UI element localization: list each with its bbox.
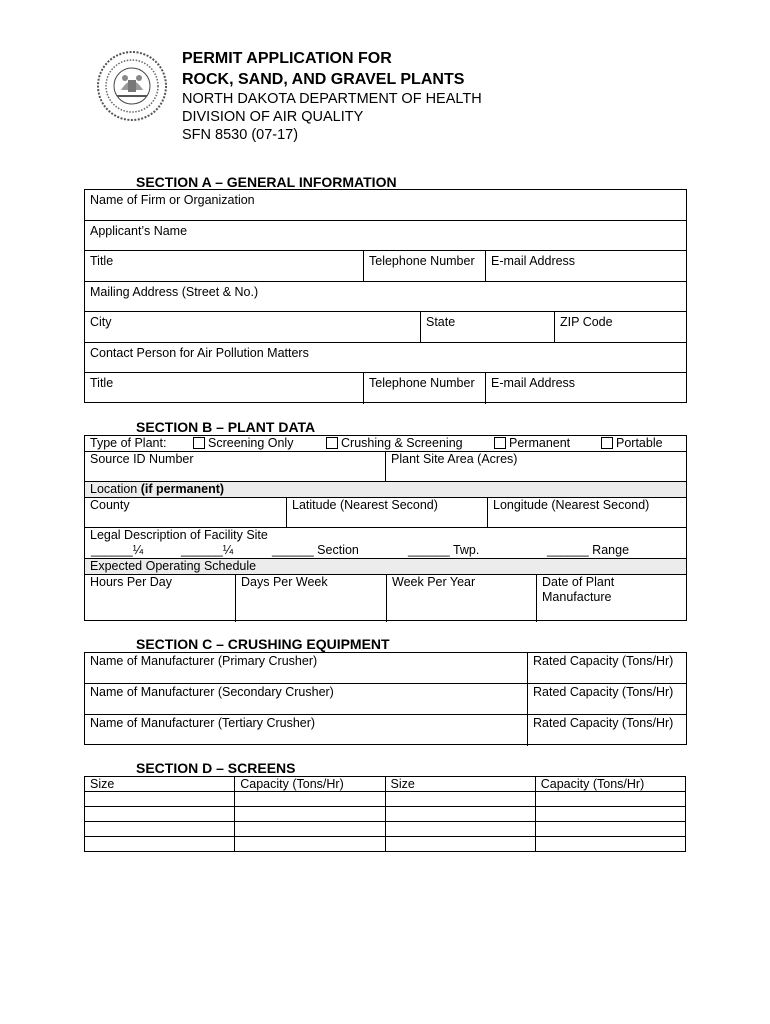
plant-site-area-field[interactable]: [385, 452, 686, 481]
contact-telephone-label: Telephone Number: [369, 376, 475, 390]
quarter-1-field[interactable]: ______¼: [91, 543, 144, 557]
form-number: SFN 8530 (07-17): [182, 127, 299, 143]
permanent-label: Permanent: [509, 436, 571, 450]
section-a-title: SECTION A – GENERAL INFORMATION: [136, 174, 397, 190]
screen-capacity-cell[interactable]: [235, 837, 385, 852]
applicant-name-label: Applicant’s Name: [90, 224, 188, 238]
screen-capacity-cell[interactable]: [235, 822, 385, 837]
legal-description-row: [85, 528, 686, 559]
secondary-crusher-label: Name of Manufacturer (Secondary Crusher): [90, 685, 334, 699]
table-row: [85, 822, 686, 837]
longitude-field[interactable]: [487, 498, 686, 527]
primary-crusher-field[interactable]: [85, 653, 527, 683]
schedule-row: [85, 559, 686, 575]
secondary-crusher-field[interactable]: [85, 684, 527, 714]
tertiary-capacity-label: Rated Capacity (Tons/Hr): [533, 716, 674, 730]
longitude-label: Longitude (Nearest Second): [493, 498, 650, 512]
plant-type-label: Type of Plant:: [90, 436, 167, 450]
legal-description-label: Legal Description of Facility Site: [90, 528, 268, 542]
screen-size-cell[interactable]: [385, 792, 535, 807]
range-field[interactable]: ______ Range: [547, 543, 630, 557]
screening-only-label: Screening Only: [208, 436, 294, 450]
city-row: [85, 312, 686, 343]
email-field[interactable]: [485, 251, 686, 281]
screen-capacity-cell[interactable]: [535, 822, 685, 837]
tertiary-crusher-label: Name of Manufacturer (Tertiary Crusher): [90, 716, 316, 730]
latitude-label: Latitude (Nearest Second): [292, 498, 438, 512]
legal-description-field[interactable]: [85, 528, 686, 558]
state-field[interactable]: [420, 312, 554, 342]
primary-capacity-label: Rated Capacity (Tons/Hr): [533, 654, 674, 668]
schedule-values-row: [85, 575, 686, 622]
screen-size-cell[interactable]: [385, 837, 535, 852]
firm-row: [85, 190, 686, 221]
section-b-title: SECTION B – PLANT DATA: [136, 419, 316, 435]
screen-capacity-cell[interactable]: [235, 792, 385, 807]
section-c-table: [84, 652, 687, 745]
tertiary-crusher-row: [85, 715, 686, 746]
screens-header-capacity-1: Capacity (Tons/Hr): [235, 777, 385, 792]
crushing-screening-label: Crushing & Screening: [341, 436, 463, 450]
contact-email-label: E-mail Address: [491, 376, 576, 390]
portable-label: Portable: [616, 436, 663, 450]
email-label: E-mail Address: [491, 254, 576, 268]
mailing-address-label: Mailing Address (Street & No.): [90, 285, 259, 299]
contact-title-row: [85, 373, 686, 404]
weeks-per-year-label: Week Per Year: [392, 575, 476, 589]
screens-table: [84, 776, 686, 852]
screen-capacity-cell[interactable]: [235, 807, 385, 822]
state-label: State: [426, 315, 456, 329]
screen-size-cell[interactable]: [385, 807, 535, 822]
county-field[interactable]: [85, 498, 286, 527]
screen-size-cell[interactable]: [85, 807, 235, 822]
telephone-label: Telephone Number: [369, 254, 475, 268]
state-seal-logo: [95, 50, 169, 122]
contact-title-field[interactable]: [85, 373, 363, 404]
location-qualifier: (if permanent): [140, 482, 225, 496]
tertiary-crusher-field[interactable]: [85, 715, 527, 746]
section-c-title: SECTION C – CRUSHING EQUIPMENT: [136, 636, 390, 652]
form-title-line1: PERMIT APPLICATION FOR: [182, 50, 392, 67]
weeks-per-year-field[interactable]: [386, 575, 536, 622]
screens-header-row: [85, 777, 686, 792]
table-row: [85, 837, 686, 852]
screen-capacity-cell[interactable]: [535, 837, 685, 852]
firm-name-field[interactable]: [85, 190, 686, 220]
screening-only-option[interactable]: [193, 436, 293, 451]
operating-schedule-label: Expected Operating Schedule: [90, 559, 257, 573]
tertiary-capacity-field[interactable]: [527, 715, 686, 746]
crushing-screening-option[interactable]: [326, 436, 463, 451]
screen-capacity-cell[interactable]: [535, 792, 685, 807]
source-row: [85, 452, 686, 482]
screen-size-cell[interactable]: [85, 822, 235, 837]
portable-checkbox[interactable]: [601, 437, 613, 449]
screen-capacity-cell[interactable]: [535, 807, 685, 822]
contact-row: [85, 343, 686, 373]
date-of-manufacture-label-line2: Manufacture: [542, 590, 612, 604]
days-per-week-label: Days Per Week: [241, 575, 328, 589]
table-row: [85, 792, 686, 807]
screen-size-cell[interactable]: [85, 792, 235, 807]
screens-header-size-1: Size: [85, 777, 235, 792]
title-row: [85, 251, 686, 282]
county-label: County: [90, 498, 130, 512]
zip-label: ZIP Code: [560, 315, 613, 329]
city-field[interactable]: [85, 312, 420, 342]
secondary-capacity-label: Rated Capacity (Tons/Hr): [533, 685, 674, 699]
township-field[interactable]: ______ Twp.: [408, 543, 480, 557]
permanent-checkbox[interactable]: [494, 437, 506, 449]
portable-option[interactable]: [601, 436, 663, 451]
plant-site-area-label: Plant Site Area (Acres): [391, 452, 518, 466]
applicant-name-field[interactable]: [85, 221, 686, 250]
contact-email-field[interactable]: [485, 373, 686, 404]
division-name: DIVISION OF AIR QUALITY: [182, 109, 364, 125]
table-row: [85, 807, 686, 822]
permanent-option[interactable]: [494, 436, 570, 451]
quarter-2-field[interactable]: ______¼: [181, 543, 234, 557]
date-of-manufacture-field[interactable]: [536, 575, 686, 622]
telephone-field[interactable]: [363, 251, 485, 281]
date-of-manufacture-label-line1: Date of Plant: [542, 575, 615, 589]
zip-field[interactable]: [554, 312, 686, 342]
secondary-capacity-field[interactable]: [527, 684, 686, 714]
contact-telephone-field[interactable]: [363, 373, 485, 404]
screening-only-checkbox[interactable]: [193, 437, 205, 449]
plant-type-row: [85, 436, 686, 452]
title-label: Title: [90, 254, 114, 268]
applicant-row: [85, 221, 686, 251]
title-field[interactable]: [85, 251, 363, 281]
section-b-table: [84, 435, 687, 621]
secondary-crusher-row: [85, 684, 686, 715]
crushing-screening-checkbox[interactable]: [326, 437, 338, 449]
contact-person-label: Contact Person for Air Pollution Matters: [90, 346, 309, 360]
primary-crusher-label: Name of Manufacturer (Primary Crusher): [90, 654, 318, 668]
primary-capacity-field[interactable]: [527, 653, 686, 683]
section-a-table: [84, 189, 687, 403]
mailing-address-field[interactable]: [85, 282, 686, 311]
department-name: NORTH DAKOTA DEPARTMENT OF HEALTH: [182, 91, 482, 107]
form-title-line2: ROCK, SAND, AND GRAVEL PLANTS: [182, 71, 465, 88]
section-d-title: SECTION D – SCREENS: [136, 760, 296, 776]
screens-header-capacity-2: Capacity (Tons/Hr): [535, 777, 685, 792]
source-id-field[interactable]: [85, 452, 385, 481]
hours-per-day-field[interactable]: [85, 575, 235, 622]
screens-header-size-2: Size: [385, 777, 535, 792]
contact-title-label: Title: [90, 376, 114, 390]
source-id-label: Source ID Number: [90, 452, 194, 466]
screen-size-cell[interactable]: [385, 822, 535, 837]
mailing-row: [85, 282, 686, 312]
location-label: Location: [90, 482, 141, 496]
city-label: City: [90, 315, 112, 329]
coordinates-row: [85, 498, 686, 528]
contact-person-field[interactable]: [85, 343, 686, 372]
screen-size-cell[interactable]: [85, 837, 235, 852]
latitude-field[interactable]: [286, 498, 487, 527]
primary-crusher-row: [85, 653, 686, 684]
firm-name-label: Name of Firm or Organization: [90, 193, 255, 207]
location-row: [85, 482, 686, 498]
days-per-week-field[interactable]: [235, 575, 386, 622]
section-field[interactable]: ______ Section: [272, 543, 359, 557]
hours-per-day-label: Hours Per Day: [90, 575, 172, 589]
